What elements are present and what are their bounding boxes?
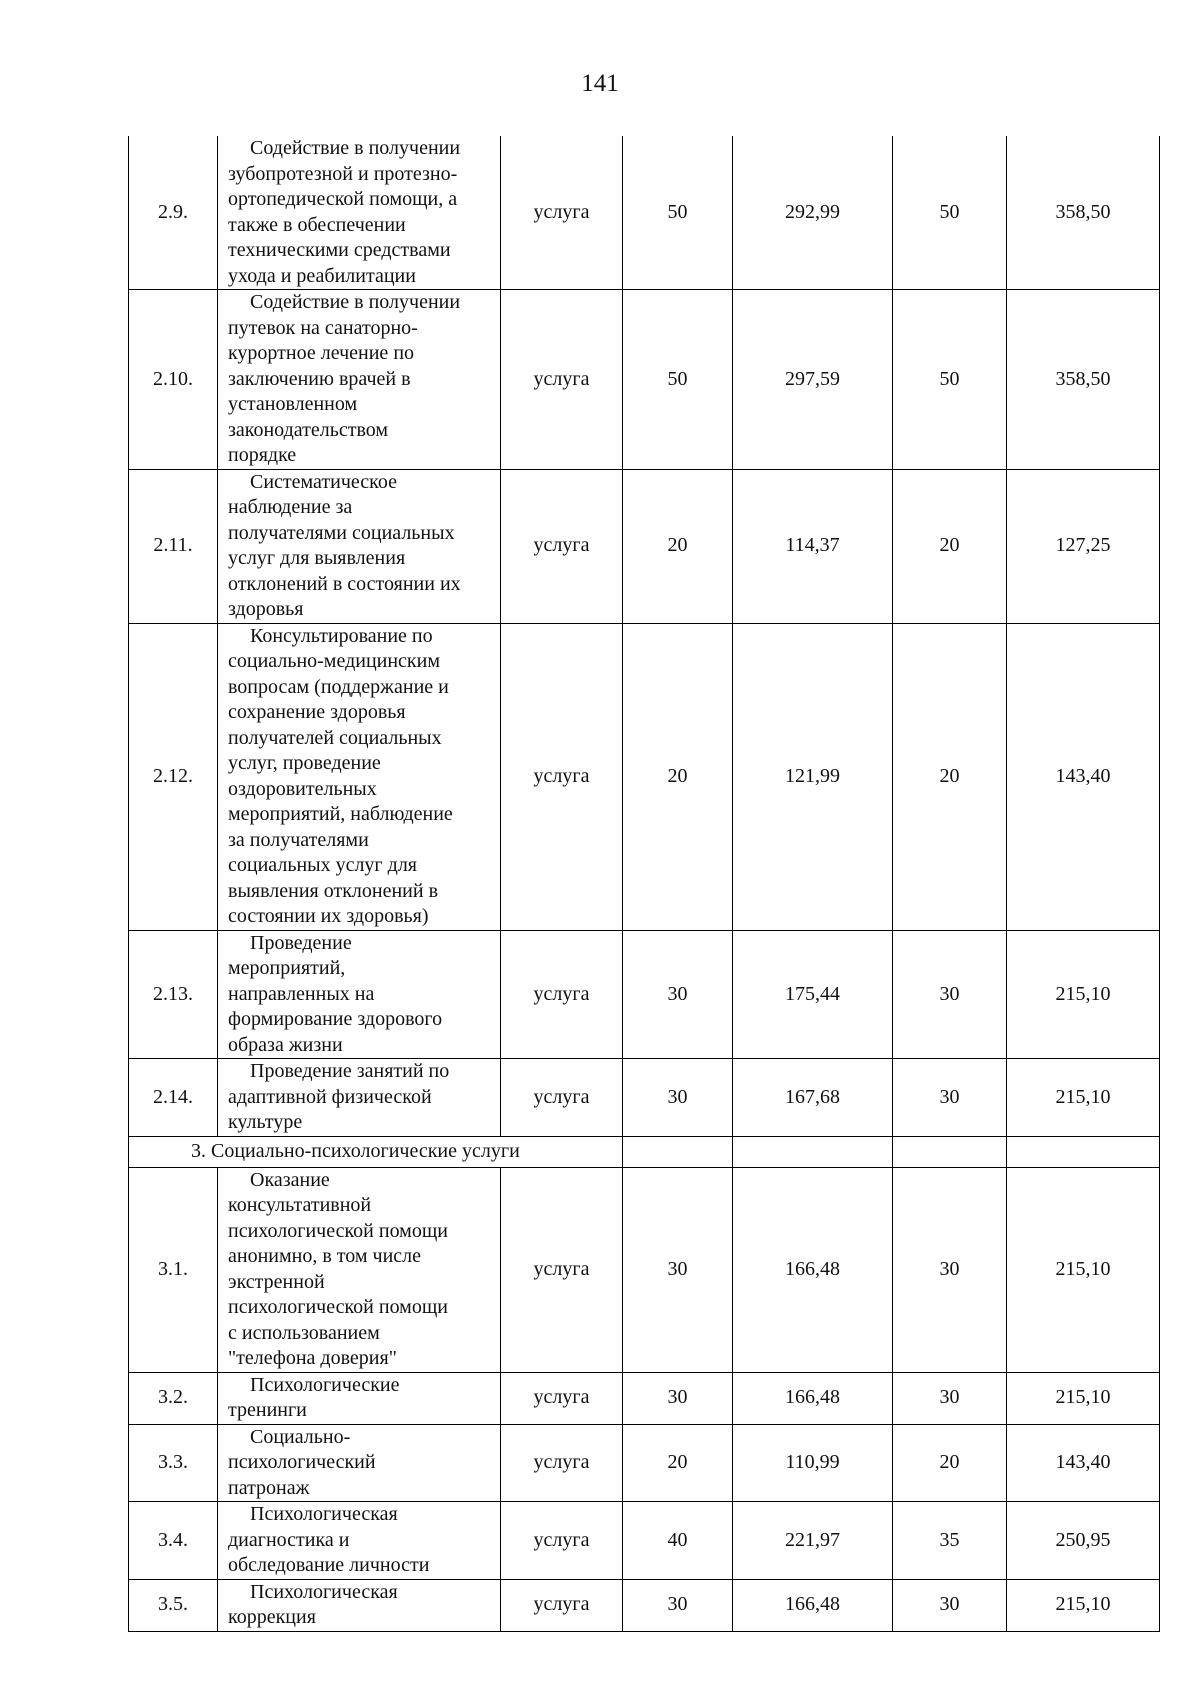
table-row [129, 1502, 1160, 1580]
table-row [129, 1167, 1160, 1372]
service-name-line: формирование здорового [228, 1008, 443, 1030]
service-name [218, 136, 501, 290]
service-name [218, 623, 501, 930]
price-new: 358,50 [1007, 136, 1160, 290]
service-name-line: Социально- [250, 1425, 351, 1448]
empty-cell [893, 1136, 1007, 1167]
unit-of-measure: услуга [501, 930, 623, 1059]
price-current: 297,59 [733, 290, 893, 470]
item-number: 3.4. [129, 1502, 218, 1580]
unit-of-measure: услуга [501, 136, 623, 290]
service-name-line: ухода и реабилитации [228, 264, 416, 287]
table-row [129, 290, 1160, 470]
quantity-new: 35 [893, 1502, 1007, 1580]
page-number: 141 [581, 70, 619, 97]
price-current: 166,48 [733, 1372, 893, 1424]
service-name-line: с использованием [228, 1321, 380, 1344]
service-name-line: "телефона доверия" [228, 1347, 397, 1369]
unit-of-measure: услуга [501, 1059, 623, 1137]
price-current: 221,97 [733, 1502, 893, 1580]
service-name-line: наблюдение за [228, 496, 353, 518]
quantity-current: 50 [623, 290, 733, 470]
service-name-line: Психологические [250, 1373, 400, 1396]
service-name-line: получателями социальных [228, 521, 455, 544]
price-current: 166,48 [733, 1579, 893, 1631]
price-new: 143,40 [1007, 623, 1160, 930]
service-name-line: психологической помощи [228, 1219, 448, 1242]
table-row [129, 1059, 1160, 1137]
table-row [129, 1424, 1160, 1502]
quantity-current: 40 [623, 1502, 733, 1580]
service-name-line: путевок на санаторно- [228, 316, 418, 339]
service-name-line: состоянии их здоровья) [228, 905, 429, 927]
service-name [218, 1579, 501, 1631]
quantity-current: 30 [623, 1059, 733, 1137]
service-name-line: здоровья [228, 598, 304, 620]
quantity-new: 50 [893, 136, 1007, 290]
table-row [129, 1579, 1160, 1631]
price-new: 215,10 [1007, 1167, 1160, 1372]
service-name-line: заключению врачей в [228, 367, 411, 390]
service-name [218, 1372, 501, 1424]
service-name-line: услуг, проведение [228, 752, 381, 774]
unit-of-measure: услуга [501, 623, 623, 930]
price-current: 166,48 [733, 1167, 893, 1372]
service-name-line: Консультирование по [250, 624, 433, 647]
service-name-line: экстренной [228, 1270, 325, 1293]
service-name-line: мероприятий, [228, 957, 346, 979]
unit-of-measure: услуга [501, 1424, 623, 1502]
quantity-current: 30 [623, 1372, 733, 1424]
table-body [129, 136, 1160, 1631]
service-name-line: вопросам (поддержание и [228, 675, 449, 698]
item-number: 3.5. [129, 1579, 218, 1631]
service-name-line: Содействие в получении [250, 137, 461, 159]
price-current: 175,44 [733, 930, 893, 1059]
service-name-line: Психологическая [250, 1503, 398, 1525]
service-name-line: услуг для выявления [228, 547, 406, 569]
empty-cell [623, 1136, 733, 1167]
service-name-line: Оказание [250, 1168, 330, 1191]
service-name-line: Содействие в получении [250, 291, 461, 313]
table-row [129, 1372, 1160, 1424]
service-name-line: обследование личности [228, 1554, 430, 1576]
quantity-new: 20 [893, 469, 1007, 623]
section-row [129, 1136, 1160, 1167]
service-name [218, 1502, 501, 1580]
service-name-line: законодательством [228, 418, 389, 441]
item-number: 3.3. [129, 1424, 218, 1502]
price-new: 215,10 [1007, 930, 1160, 1059]
price-current: 121,99 [733, 623, 893, 930]
service-name-line: культуре [228, 1111, 303, 1133]
quantity-new: 20 [893, 623, 1007, 930]
item-number: 2.11. [129, 469, 218, 623]
quantity-current: 20 [623, 623, 733, 930]
price-current: 167,68 [733, 1059, 893, 1137]
service-name-line: Психологическая [250, 1580, 398, 1603]
service-name-line: адаптивной физической [228, 1085, 432, 1108]
price-new: 215,10 [1007, 1372, 1160, 1424]
quantity-new: 50 [893, 290, 1007, 470]
empty-cell [733, 1136, 893, 1167]
quantity-current: 30 [623, 930, 733, 1059]
quantity-new: 30 [893, 1579, 1007, 1631]
service-name-line: техническими средствами [228, 239, 451, 261]
service-name-line: Проведение [250, 931, 352, 954]
quantity-current: 20 [623, 469, 733, 623]
price-current: 114,37 [733, 469, 893, 623]
item-number: 2.10. [129, 290, 218, 470]
table-row [129, 623, 1160, 930]
service-name-line: психологической помощи [228, 1296, 448, 1318]
service-name [218, 930, 501, 1059]
item-number: 2.12. [129, 623, 218, 930]
service-name-line: консультативной [228, 1194, 372, 1216]
empty-cell [1007, 1136, 1160, 1167]
service-name-line: установленном [228, 393, 358, 415]
service-name-line: сохранение здоровья [228, 701, 406, 723]
service-name-line: патронаж [228, 1476, 310, 1499]
services-table [128, 136, 1160, 1632]
section-title: 3. Социально-психологические услуги [129, 1136, 623, 1167]
item-number: 2.9. [129, 136, 218, 290]
service-name-line: образа жизни [228, 1033, 343, 1056]
quantity-new: 20 [893, 1424, 1007, 1502]
quantity-current: 30 [623, 1579, 733, 1631]
price-new: 215,10 [1007, 1579, 1160, 1631]
price-new: 215,10 [1007, 1059, 1160, 1137]
unit-of-measure: услуга [501, 469, 623, 623]
service-name-line: диагностика и [228, 1528, 350, 1551]
service-name-line: зубопротезной и протезно- [228, 162, 458, 185]
service-name-line: оздоровительных [228, 777, 377, 800]
service-name-line: порядке [228, 444, 297, 466]
price-new: 143,40 [1007, 1424, 1160, 1502]
quantity-current: 50 [623, 136, 733, 290]
unit-of-measure: услуга [501, 1167, 623, 1372]
service-name-line: мероприятий, наблюдение [228, 803, 453, 825]
unit-of-measure: услуга [501, 1502, 623, 1580]
unit-of-measure: услуга [501, 1579, 623, 1631]
service-name-line: выявления отклонений в [228, 879, 439, 902]
service-name [218, 290, 501, 470]
service-name [218, 1424, 501, 1502]
service-name-line: психологический [228, 1451, 376, 1473]
unit-of-measure: услуга [501, 1372, 623, 1424]
service-name-line: получателей социальных [228, 726, 442, 749]
price-new: 127,25 [1007, 469, 1160, 623]
table-row [129, 469, 1160, 623]
table-row [129, 136, 1160, 290]
service-name [218, 1167, 501, 1372]
item-number: 3.1. [129, 1167, 218, 1372]
service-name-line: направленных на [228, 982, 375, 1005]
service-name-line: также в обеспечении [228, 213, 406, 236]
service-name-line: тренинги [228, 1399, 307, 1421]
price-current: 110,99 [733, 1424, 893, 1502]
service-name-line: Проведение занятий по [250, 1060, 450, 1082]
service-name-line: ортопедической помощи, а [228, 188, 458, 210]
price-new: 358,50 [1007, 290, 1160, 470]
item-number: 2.14. [129, 1059, 218, 1137]
quantity-current: 30 [623, 1167, 733, 1372]
quantity-current: 20 [623, 1424, 733, 1502]
price-current: 292,99 [733, 136, 893, 290]
service-name [218, 1059, 501, 1137]
table-row [129, 930, 1160, 1059]
service-name-line: коррекция [228, 1606, 316, 1628]
unit-of-measure: услуга [501, 290, 623, 470]
service-name-line: Систематическое [250, 470, 397, 493]
price-new: 250,95 [1007, 1502, 1160, 1580]
service-name-line: анонимно, в том числе [228, 1245, 422, 1267]
service-name-line: социальных услуг для [228, 854, 417, 876]
quantity-new: 30 [893, 1059, 1007, 1137]
quantity-new: 30 [893, 930, 1007, 1059]
service-name-line: за получателями [228, 828, 369, 851]
item-number: 2.13. [129, 930, 218, 1059]
quantity-new: 30 [893, 1167, 1007, 1372]
service-name-line: курортное лечение по [228, 342, 415, 364]
service-name-line: социально-медицинским [228, 650, 441, 672]
service-name [218, 469, 501, 623]
item-number: 3.2. [129, 1372, 218, 1424]
quantity-new: 30 [893, 1372, 1007, 1424]
service-name-line: отклонений в состоянии их [228, 572, 461, 595]
